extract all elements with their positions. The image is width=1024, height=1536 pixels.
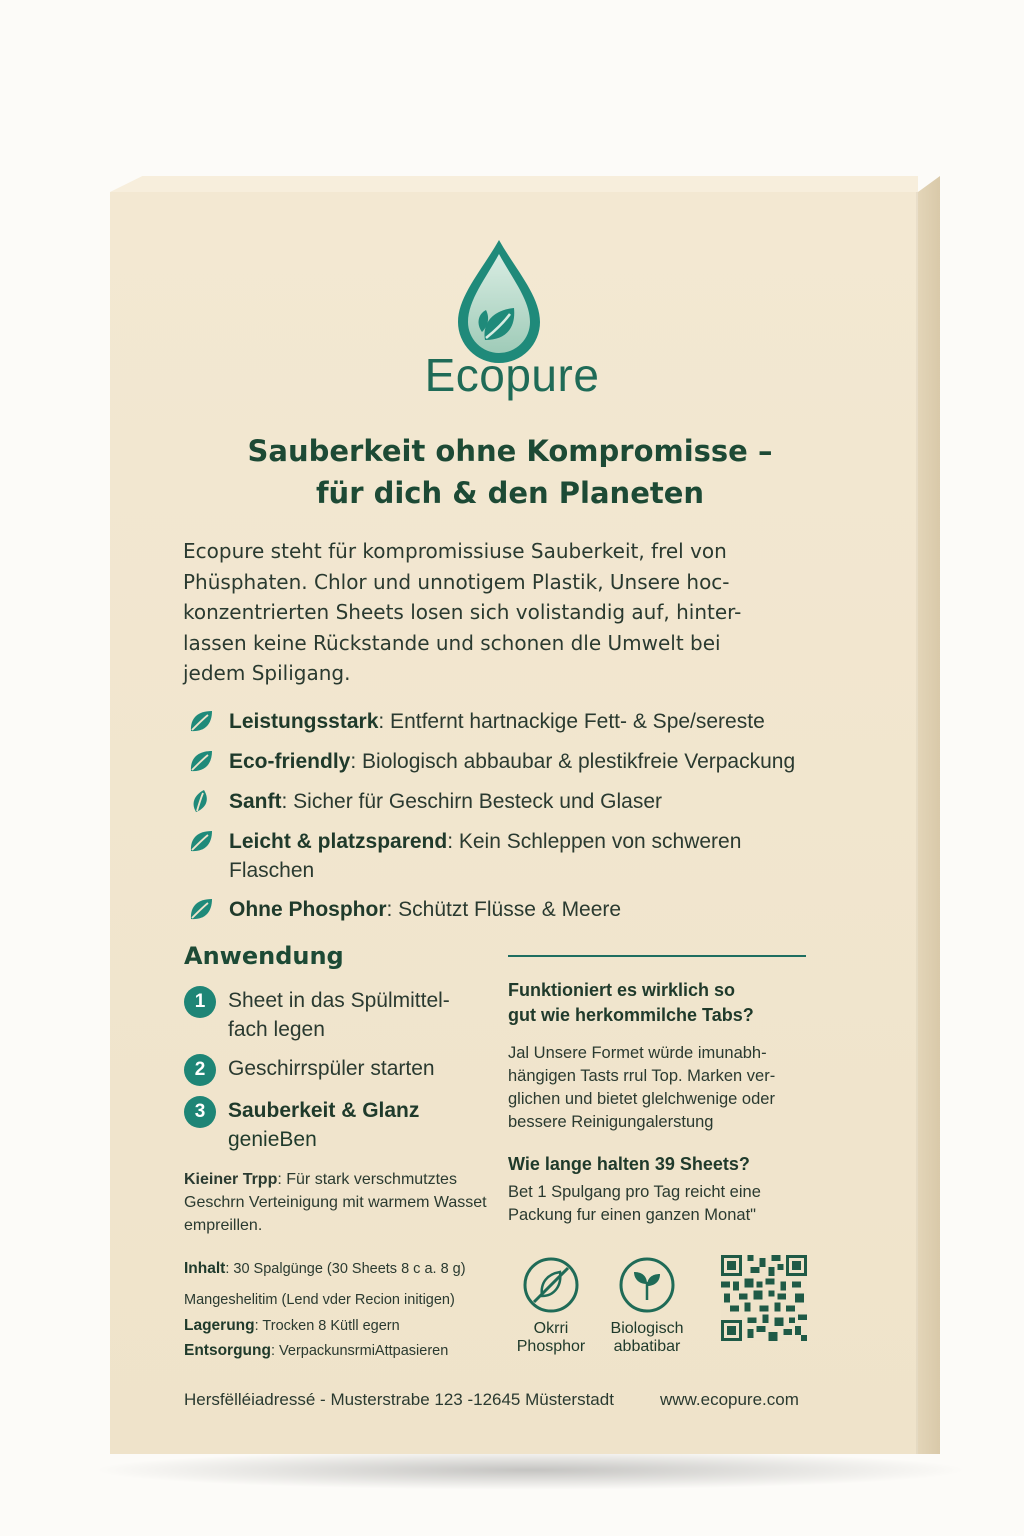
sprout-icon	[618, 1256, 676, 1314]
headline-line-1: Sauberkeit ohne Kompromisse –	[247, 434, 773, 468]
intro-line: Phüsphaten. Chlor und unnotigem Plastik, Unsere hoc-	[183, 569, 730, 594]
step-text	[228, 1096, 419, 1154]
faq-question	[508, 1152, 808, 1177]
feature-title: Eco-friendly	[229, 750, 351, 773]
usage-step	[184, 1054, 435, 1086]
badge-biodegradable	[592, 1256, 702, 1356]
info-disposal	[184, 1342, 514, 1360]
faq-question	[508, 978, 808, 1028]
step-line: fach legen	[228, 1018, 325, 1041]
website-link[interactable]: www.ecopure.com	[660, 1390, 799, 1409]
info-value: : VerpackunsrmiAttpasieren	[270, 1343, 449, 1359]
faq-answer-line: Jal Unsere Formet würde imunabh-	[508, 1044, 767, 1062]
step-text	[228, 1054, 435, 1083]
step-number: 1	[184, 986, 216, 1018]
usage-title: Anwendung	[184, 942, 344, 970]
divider	[508, 955, 806, 957]
leaf-icon	[188, 708, 214, 734]
badge-no-phosphor	[496, 1256, 606, 1356]
usage-step	[184, 1096, 419, 1154]
intro-line: jedem Spiligang.	[183, 661, 351, 685]
feature-text: : Entfernt hartnackige Fett- & Spe/sereste	[378, 710, 765, 733]
intro-line: lassen keine Rückstande und schonen dle Umwelt bei	[183, 630, 721, 655]
badge-label-line: abbatibar	[613, 1338, 681, 1355]
brand-name: Ecopure	[424, 349, 600, 401]
tip-text	[184, 1168, 494, 1237]
tip-title: Kieiner Trpp	[184, 1171, 278, 1188]
headline	[160, 430, 860, 514]
info-value: : Trocken 8 Kütll egern	[254, 1318, 400, 1334]
step-line: genieBen	[228, 1128, 317, 1151]
feature-title: Ohne Phosphor	[229, 898, 387, 921]
badge-label-line: Okrri	[533, 1320, 569, 1337]
faq-answer-line: glichen und bietet glelchwenige oder	[508, 1090, 775, 1108]
faq-answer-line: bessere Reinigungalerstung	[508, 1113, 714, 1131]
step-line: Geschirrspüler starten	[228, 1057, 435, 1080]
tip-body: : Für stark verschmutztes Geschrn Verteinigung mit warmem Wasset empreillen.	[184, 1171, 487, 1234]
feature-text: : Sicher für Geschirn Besteck und Glaser	[281, 790, 662, 813]
feature-item	[188, 787, 662, 816]
leaf-icon	[188, 748, 214, 774]
feature-item	[188, 707, 765, 736]
badge-label	[592, 1320, 702, 1356]
feature-title: Leistungsstark	[229, 710, 379, 733]
feature-text-continued: Flaschen	[229, 859, 315, 882]
faq-answer-line: Bet 1 Spulgang pro Tag reicht eine	[508, 1183, 761, 1201]
faq-question-line: gut wie herkommilche Tabs?	[508, 1005, 754, 1025]
step-number: 2	[184, 1054, 216, 1086]
badge-label-line: Biologisch	[610, 1320, 684, 1337]
feature-item	[188, 827, 741, 885]
feature-item	[188, 747, 795, 776]
info-label: Entsorgung	[184, 1342, 271, 1359]
usage-step	[184, 986, 450, 1044]
step-line: Sheet in das Spülmittel-	[228, 989, 450, 1012]
feature-text: : Biologisch abbaubar & plestikfreie Verpackung	[350, 750, 796, 773]
info-value: : 30 Spalgünge (30 Sheets 8 c a. 8 g)	[225, 1261, 466, 1277]
faq-answer-line: hängigen Tasts rrul Top. Marken ver-	[508, 1067, 776, 1085]
feature-text: : Kein Schleppen von schweren	[447, 830, 742, 853]
faq-answer	[508, 1042, 818, 1134]
leaf-icon	[188, 788, 214, 814]
leaf-icon	[188, 896, 214, 922]
faq-question-line: Wie lange halten 39 Sheets?	[508, 1154, 750, 1174]
badge-label-line: Phosphor	[516, 1338, 586, 1355]
intro-line: Ecopure steht für kompromissiuse Sauberkeit, frel von	[183, 539, 727, 563]
info-content	[184, 1260, 514, 1278]
step-line: Sauberkeit & Glanz	[228, 1099, 420, 1122]
info-label: Inhalt	[184, 1260, 226, 1277]
feature-item	[188, 895, 621, 924]
feature-title: Sanft	[229, 790, 282, 813]
floor-shadow	[90, 1450, 970, 1490]
info-label: Lagerung	[184, 1317, 255, 1334]
feature-title: Leicht & platzsparend	[229, 830, 448, 853]
manufacturer-address: Hersfëlléiadressé - Musterstrabe 123 -12645 Müsterstadt	[184, 1390, 614, 1409]
qr-code-icon[interactable]	[721, 1255, 807, 1341]
leaf-icon	[188, 828, 214, 854]
box-top-edge	[110, 176, 918, 192]
step-number: 3	[184, 1096, 216, 1128]
faq-answer-line: Packung fur einen ganzen Monat"	[508, 1206, 757, 1224]
faq-question-line: Funktioniert es wirklich so	[508, 980, 736, 1000]
intro-line: konzentrierten Sheets losen sich volistandig auf, hinter-	[183, 600, 742, 624]
feature-text: : Schützt Flüsse & Meere	[386, 898, 622, 921]
step-text	[228, 986, 450, 1044]
headline-line-2: für dich & den Planeten	[315, 476, 705, 510]
faq-answer	[508, 1181, 818, 1227]
info-shelf-life: Mangeshelitim (Lend vder Recion initigen)	[184, 1292, 455, 1308]
intro-paragraph	[183, 536, 823, 689]
badge-label	[496, 1320, 606, 1356]
no-phosphor-icon	[522, 1256, 580, 1314]
info-storage	[184, 1317, 514, 1335]
